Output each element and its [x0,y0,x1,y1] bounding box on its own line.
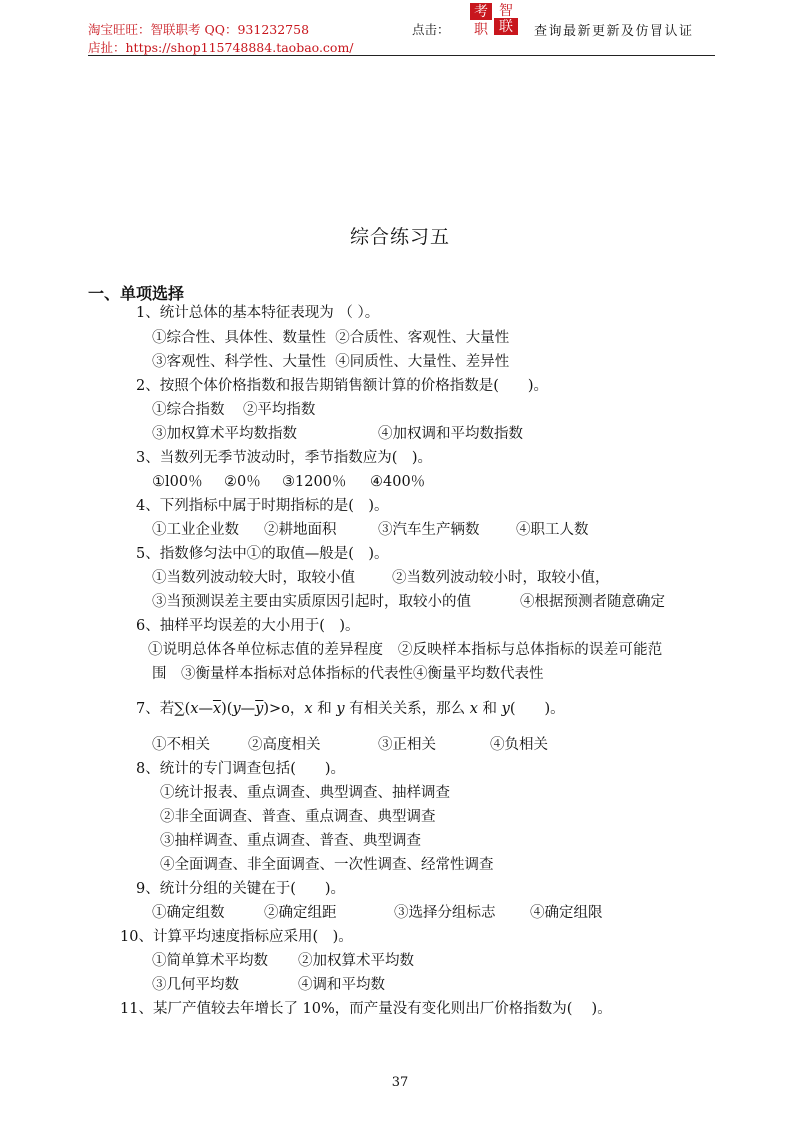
q5-option-3: ③当预测误差主要由实质原因引起时，取较小的值 [152,594,471,610]
q1-options-row1 [152,328,509,348]
logo-char-2: 智 [499,3,513,19]
q4-option-1: ①工业企业数 [152,522,239,538]
q7-tail-1: 和 [312,701,337,717]
q10-option-1: ①简单算术平均数 [152,953,268,969]
q10-option-2: ②加权算术平均数 [298,953,414,969]
q7-y-ref: y [336,701,345,717]
q7-option-3: ③正相关 [378,737,436,753]
page-title: 综合练习五 [349,226,450,248]
q5-options-row2 [152,592,665,612]
q7-option-2: ②高度相关 [248,737,321,753]
header-shop-link[interactable]: 店扯：https://shop115748884.taobao.com/ [88,40,354,55]
q4-stem: 4、下列指标中属于时期指标的是( )。 [136,498,389,514]
q10-options-row2 [152,975,385,995]
q9-option-4: ④确定组限 [530,905,603,921]
q7-y-var: y [232,701,241,717]
q7-sigma: ∑( [174,701,191,717]
q4-options [152,520,589,540]
q1-stem: 1、统计总体的基本特征表现为 （ ）。 [136,305,380,321]
q2-options-row1 [152,400,315,420]
q6-options-line2: 围 ③衡量样本指标对总体指标的代表性④衡量平均数代表性 [152,666,544,682]
q5-stem: 5、指数修匀法中①的取值—般是( )。 [136,546,389,562]
q7-option-4: ④负相关 [490,737,548,753]
q6-options-line1: ①说明总体各单位标志值的差异程度 ②反映样本指标与总体指标的误差可能范 [148,642,663,658]
q3-option-2: ②0％ [224,474,261,490]
q7-dash-1: — [198,701,213,717]
q2-option-2: ②平均指数 [242,402,316,418]
q1-option-3: ③客观性、科学性、大量性 [152,354,326,370]
q9-stem: 9、统计分组的关键在于( )。 [136,881,346,897]
q3-option-4: ④400％ [370,474,426,490]
q2-options-row2 [152,424,523,444]
q9-options [152,903,603,923]
q5-option-2: ②当数列波动较小时，取较小值， [392,570,610,586]
q2-stem: 2、按照个体价格指数和报告期销售额计算的价格指数是( )。 [136,378,549,394]
q7-dash-2: — [240,701,256,717]
q7-x-var: x [190,701,199,717]
q5-option-4: ④根据预测者随意确定 [520,594,665,610]
header-click-label: 点击： [412,22,450,37]
q10-option-4: ④调和平均数 [298,977,385,993]
q7-x-ref: x [304,701,313,717]
q3-stem: 3、当数列无季节波动时，季节指数应为( )。 [136,450,433,466]
q8-stem: 8、统计的专门调查包括( )。 [136,761,346,777]
logo-char-4: 联 [499,19,513,35]
q9-option-2: ②确定组距 [264,905,337,921]
q3-option-1: ①l00％ [152,474,203,490]
q7-stem: 7、若$\sum(x—\overline{x})(y—\overline{y})>o$，x 和 y 有相关关系，那么 x 和 y( )。 [136,701,565,717]
q5-option-1: ①当数列波动较大时，取较小值 [152,570,355,586]
logo-char-1: 考 [474,4,488,20]
q10-option-3: ③几何平均数 [152,977,239,993]
q8-option-1: ①统计报表、重点调查、典型调查、抽样调查 [160,785,450,801]
q1-options-row2 [152,352,509,372]
q7-end: ( )。 [509,701,565,717]
q10-stem: 10、计算平均速度指标应采用( )。 [120,929,353,945]
q7-x-bar: $\overline{x}$ [212,701,222,717]
q2-option-1: ①综合指数 [152,402,225,418]
q8-option-4: ④全面调查、非全面调查、一次性调查、经常性调查 [160,857,494,873]
q1-option-4: ④同质性、大量性、差异性 [335,354,510,370]
q7-number: 7、若 [136,701,175,717]
q1-option-1: ①综合性、具体性、数量性 [152,330,326,346]
q5-options-row1 [152,568,610,588]
q7-gt: )>o， [263,701,305,717]
logo-char-3: 职 [474,22,488,38]
q8-option-2: ②非全面调查、普查、重点调查、典型调查 [160,809,436,825]
q9-option-3: ③选择分组标志 [394,905,496,921]
header-contact: 淘宝旺旺：智联职考 QQ：931232758 [88,22,310,37]
q2-option-3: ③加权算术平均数指数 [152,426,297,442]
section-heading: 一、单项选择 [88,284,185,303]
q7-tail-2: 有相关关系，那么 [344,701,470,717]
q10-options-row1 [152,951,414,971]
q7-options [152,735,548,755]
q7-option-1: ①不相关 [152,737,210,753]
page-number: 37 [391,1075,409,1090]
q4-option-3: ③汽车生产辆数 [378,522,480,538]
q7-y-ref-2: y [501,701,510,717]
q3-option-3: ③1200％ [282,474,347,490]
q8-option-3: ③抽样调查、重点调查、普查、典型调查 [160,833,421,849]
q2-option-4: ④加权调和平均数指数 [378,426,523,442]
q1-option-2: ②合质性、客观性、大量性 [335,330,510,346]
q4-option-2: ②耕地面积 [264,522,337,538]
q7-y-bar: $\overline{y}$ [255,701,264,717]
header-divider [88,55,715,56]
q3-options [152,472,425,492]
q4-option-4: ④职工人数 [516,522,589,538]
q9-option-1: ①确定组数 [152,905,225,921]
zhilian-logo-icon[interactable] [470,0,518,38]
q7-x-ref-2: x [469,701,478,717]
q7-tail-3: 和 [477,701,502,717]
header-verify-text: 查询最新更新及仿冒认证 [534,24,694,39]
q11-stem: 11、某厂产值较去年增长了 10%，而产量没有变化则出厂价格指数为( )。 [120,1001,612,1017]
q6-stem: 6、抽样平均误差的大小用于( )。 [136,618,360,634]
